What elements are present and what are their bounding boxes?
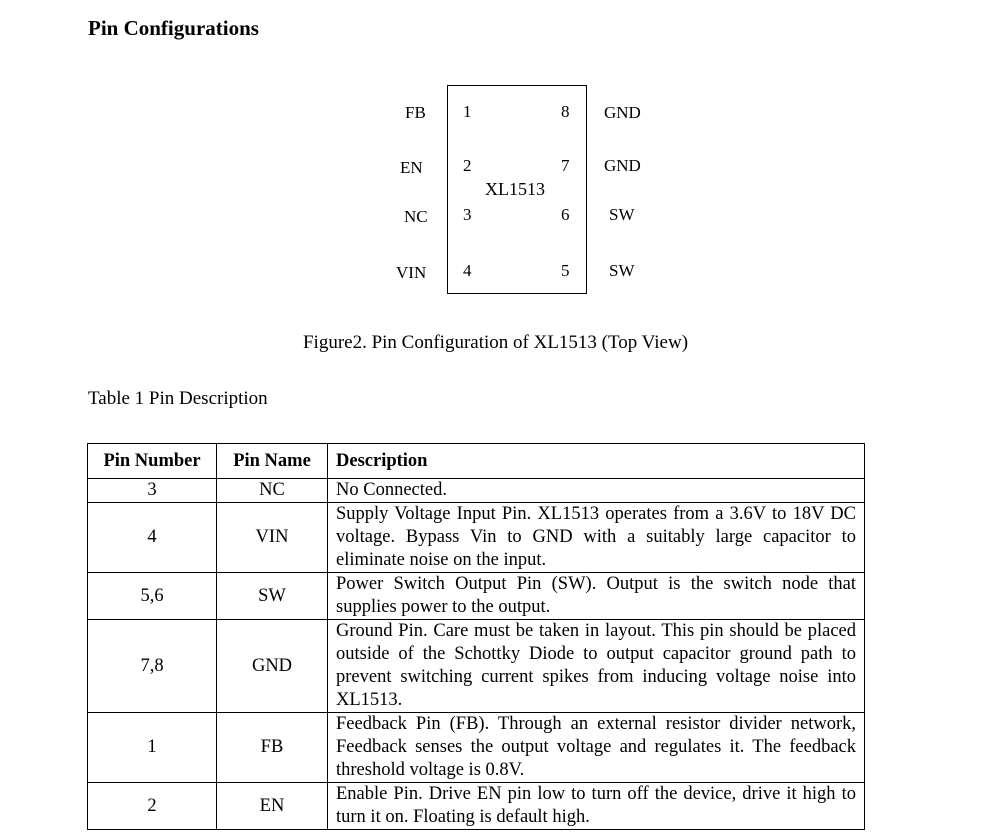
pin-number-cell: 1 xyxy=(88,713,217,783)
figure-caption: Figure2. Pin Configuration of XL1513 (Top View) xyxy=(302,332,689,353)
pin-number-cell: 5,6 xyxy=(88,573,217,620)
left-pin-label: EN xyxy=(400,158,423,177)
left-pin-number: 4 xyxy=(463,261,472,280)
pin-name-cell: VIN xyxy=(217,503,328,573)
pin-description-cell: No Connected. xyxy=(328,479,865,503)
right-pin-label: SW xyxy=(609,205,635,224)
table-title: Table 1 Pin Description xyxy=(88,388,268,409)
left-pin-number: 3 xyxy=(463,205,472,224)
pin-description-cell: Power Switch Output Pin (SW). Output is the switch node that supplies power to the output. xyxy=(328,573,865,620)
pin-description-cell: Supply Voltage Input Pin. XL1513 operates from a 3.6V to 18V DC voltage. Bypass Vin to GND with a suitably large capacitor to eliminate noise on the input. xyxy=(328,503,865,573)
left-pin-number: 2 xyxy=(463,156,472,175)
pin-number-cell: 3 xyxy=(88,479,217,503)
table-row xyxy=(88,479,865,503)
pin-number-cell: 2 xyxy=(88,783,217,830)
pin-description-table xyxy=(87,443,865,830)
pin-name-cell: EN xyxy=(217,783,328,830)
column-header-pin-number: Pin Number xyxy=(88,444,217,479)
pin-number-cell: 7,8 xyxy=(88,620,217,713)
left-pin-label: NC xyxy=(404,207,428,226)
right-pin-label: SW xyxy=(609,261,635,280)
column-header-description: Description xyxy=(328,444,865,479)
table-row xyxy=(88,783,865,830)
left-pin-number: 1 xyxy=(463,102,472,121)
table-row xyxy=(88,573,865,620)
right-pin-number: 5 xyxy=(561,261,570,280)
right-pin-label: GND xyxy=(604,156,641,175)
pin-description-cell: Enable Pin. Drive EN pin low to turn off the device, drive it high to turn it on. Floating is default high. xyxy=(328,783,865,830)
section-title: Pin Configurations xyxy=(88,16,259,40)
left-pin-label: FB xyxy=(405,103,426,122)
pin-name-cell: NC xyxy=(217,479,328,503)
right-pin-number: 8 xyxy=(561,102,570,121)
chip-name: XL1513 xyxy=(485,179,545,199)
table-header-row xyxy=(88,444,865,479)
right-pin-label: GND xyxy=(604,103,641,122)
right-pin-number: 7 xyxy=(561,156,570,175)
pin-name-cell: SW xyxy=(217,573,328,620)
column-header-pin-name: Pin Name xyxy=(217,444,328,479)
right-pin-number: 6 xyxy=(561,205,570,224)
pin-number-cell: 4 xyxy=(88,503,217,573)
table-row xyxy=(88,620,865,713)
left-pin-label: VIN xyxy=(396,263,427,282)
pin-description-cell: Feedback Pin (FB). Through an external resistor divider network, Feedback senses the output voltage and regulates it. The feedback threshold voltage is 0.8V. xyxy=(328,713,865,783)
table-row xyxy=(88,713,865,783)
pin-description-cell: Ground Pin. Care must be taken in layout. This pin should be placed outside of the Schottky Diode to output capacitor ground path to prevent switching current spikes from inducing voltage noise into XL1513. xyxy=(328,620,865,713)
table-row xyxy=(88,503,865,573)
pin-name-cell: GND xyxy=(217,620,328,713)
pin-name-cell: FB xyxy=(217,713,328,783)
